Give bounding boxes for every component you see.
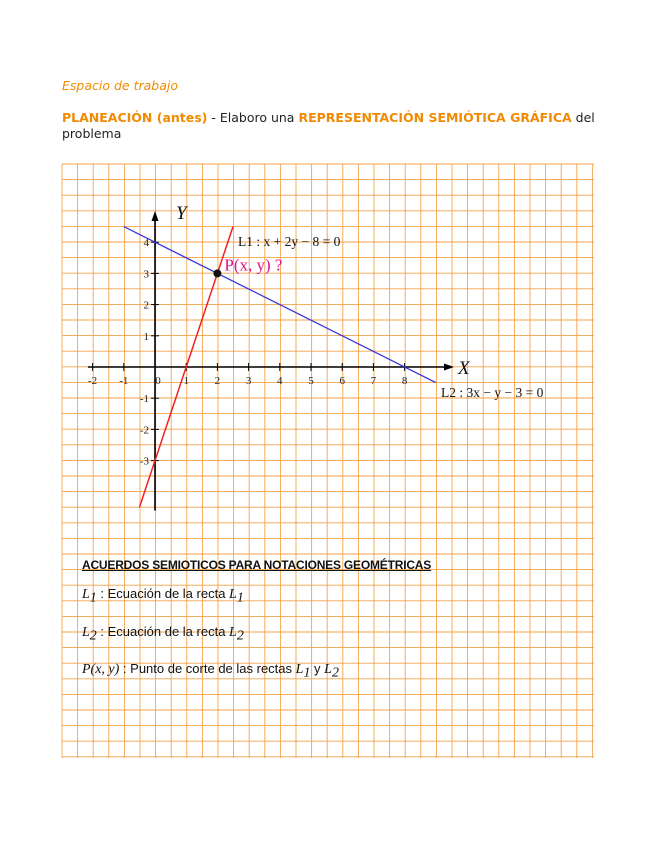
agreement-row-l2 — [82, 622, 582, 647]
x-tick-label: 0 — [155, 375, 161, 387]
symbol-l2: L — [82, 624, 90, 640]
x-tick-label: 7 — [370, 375, 377, 387]
planning-label: PLANEACIÓN (antes) — [62, 110, 208, 125]
x-tick-label: 3 — [245, 375, 252, 387]
intersection-point — [213, 269, 221, 277]
agreement-l2-text: : Ecuación de la recta — [96, 623, 230, 639]
ref-p-l1: L — [295, 662, 304, 678]
x-tick-label: 5 — [308, 375, 314, 387]
y-tick-label: -3 — [139, 455, 149, 468]
x-tick-label: 6 — [339, 375, 345, 387]
y-axis-arrow — [152, 211, 159, 221]
workspace-heading: Espacio de trabajo — [62, 78, 178, 93]
line-l2-equation: L2 : 3x − y − 3 = 0 — [441, 385, 544, 400]
planning-text-after: del problema — [62, 110, 595, 141]
semiotic-agreements — [82, 558, 582, 697]
y-tick-label: 3 — [143, 268, 149, 281]
y-tick-label: -2 — [139, 424, 149, 437]
planning-text-before: - Elaboro una — [207, 110, 299, 125]
agreement-row-p — [82, 659, 582, 684]
agreement-l1-text: : Ecuación de la recta — [96, 586, 230, 601]
x-axis-arrow — [444, 364, 454, 371]
x-tick-label: -2 — [88, 375, 98, 387]
intersection-point-label: P(x, y) ? — [224, 255, 283, 275]
agreement-row-l1 — [82, 584, 582, 609]
ref-p-l2: L — [324, 662, 332, 678]
ref-l1-sub: 1 — [236, 590, 244, 606]
agreement-p-text: : Punto de corte de las rectas — [119, 661, 296, 677]
ref-l1: L — [229, 587, 237, 602]
ref-p-l2-sub: 2 — [331, 665, 339, 681]
y-tick-label: -1 — [139, 393, 149, 406]
x-axis-label: X — [458, 358, 470, 379]
agreement-p-conj: y — [310, 661, 325, 677]
y-axis-label: Y — [176, 203, 187, 224]
x-tick-label: 4 — [277, 375, 283, 387]
symbol-l1: L — [82, 587, 90, 602]
symbol-p: P(x, y) — [82, 662, 120, 678]
symbol-l1-sub: 1 — [89, 590, 97, 606]
x-tick-label: 1 — [183, 375, 189, 387]
ref-l2: L — [229, 624, 237, 640]
y-tick-label: 1 — [143, 330, 149, 343]
symbol-l2-sub: 2 — [89, 628, 97, 644]
agreements-title: ACUERDOS SEMIOTICOS PARA NOTACIONES GEOMÉTRICAS — [82, 558, 432, 572]
ref-p-l1-sub: 1 — [303, 665, 311, 681]
y-tick-label: 4 — [143, 237, 149, 250]
planning-highlight: REPRESENTACIÓN SEMIÓTICA GRÁFICA — [298, 110, 572, 125]
x-tick-label: -1 — [119, 375, 129, 387]
line-l1-equation: L1 : x + 2y − 8 = 0 — [238, 234, 341, 249]
x-tick-label: 2 — [214, 375, 221, 387]
y-tick-label: 2 — [143, 299, 149, 312]
ref-l2-sub: 2 — [236, 628, 244, 644]
x-tick-label: 8 — [401, 375, 408, 387]
